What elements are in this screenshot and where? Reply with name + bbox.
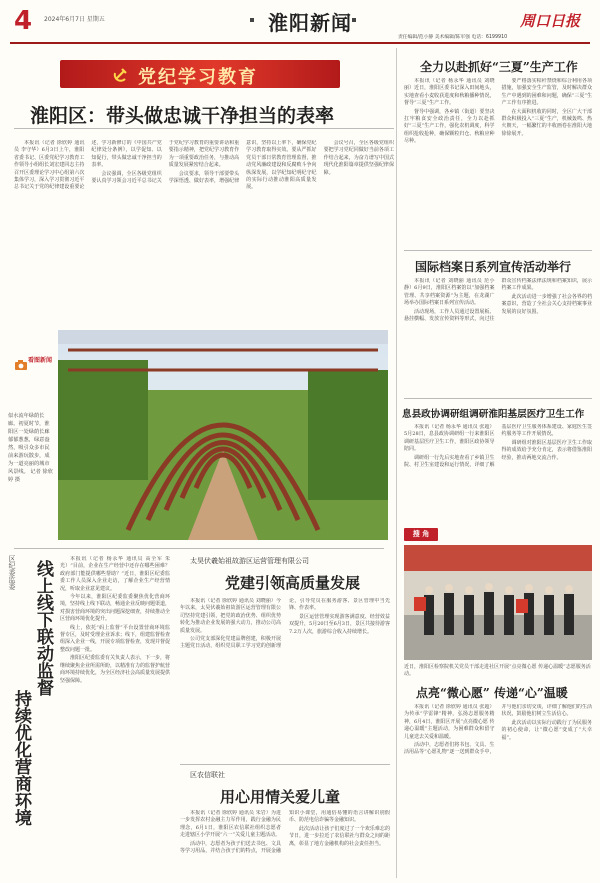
- credit-paragraph: 此次活动让孩子们度过了一个欢乐难忘的节日，进一步拉近了农信联社与群众之间的距离，彰显了地方金融机构的社会责任担当。: [289, 825, 390, 847]
- monitor-body: [60, 556, 170, 876]
- sousuo-paragraph: 活动中，志愿者们将书包、文具、生活用品等“心愿礼物”逐一送到群众手中，并与他们亲切交谈，详细了解他们的生活状况，鼓励他们树立生活信心。: [404, 704, 592, 756]
- production-paragraph: 要严格落实秸秆禁烧和综合利用各项措施，加强安全生产监管，及时解决群众生产中遇到的困难和问题，确保“三夏”生产工作有序推进。: [501, 78, 592, 107]
- scenic-body: [180, 598, 390, 758]
- sousuo-photo-caption: 近日，淮阳区检察院机关党员干部走进社区开展“点亮微心愿 传递心温暖”志愿服务活动。: [404, 664, 591, 677]
- health-rule: [404, 398, 592, 399]
- production-headline: 全力以赴抓好“三夏”生产工作: [420, 60, 578, 74]
- masthead-divider-left: [250, 18, 254, 22]
- health-body: [404, 424, 592, 518]
- editors-line: 责任编辑/范小静 美术编辑/陈军强 电话：6199910: [398, 35, 508, 40]
- lead-body: [14, 140, 394, 320]
- sousuo-badge: 搜 角: [404, 528, 438, 541]
- lead-paragraph: 会议要求，领导干部要带头学深悟透、做好表率，增强纪律意识，坚持以上率下，确保党纪学习教育取得实效。要从严抓好党员干部日常教育管理监督，推动党风廉政建设和反腐败斗争向纵深发展，以学纪知纪明纪守纪的实际行动推动淮阳高质量发展。: [168, 140, 317, 191]
- monitor-paragraph: 今年以来，淮阳区纪委监委聚焦优化营商环境，坚持线上线下联动，畅通企业反映问题渠道，对损害营商环境的突出问题深挖细查，持续推动全区营商环境优化提升。: [60, 594, 170, 623]
- scenic-paragraph: 公司党支部深化党建品牌创建，积极开展主题党日活动，组织党员职工学习党的创新理论，引导党员在服务游客、景区管理中当先锋、作表率。: [180, 598, 390, 650]
- column-divider: [396, 48, 397, 878]
- production-paragraph: 督导中强调，各乡镇（街道）要坚决扛牢粮食安全政治责任，全力以赴抓好“三夏”生产工作，强化农机调度，科学组织抢收抢种，确保颗粒归仓、秋粮应种尽种。: [404, 108, 495, 145]
- volunteer-photo: [404, 545, 592, 660]
- credit-paragraph: 本报讯（记者 徐欣婷 通讯员 朱岩）为进一步发挥农村金融主力军作用，践行金融为民理念，6月1日，淮阳区农信联社组织志愿者走进辖区小学开展“六一”关爱儿童主题活动。: [180, 810, 281, 839]
- scenic-paragraph: 景区运营管理实现游客满意度、经营效益双提升，5月20日至6月3日，景区共接待游客7.2万人次，旅游综合收入持续增长。: [289, 613, 390, 635]
- production-body: [404, 78, 592, 246]
- archives-headline: 国际档案日系列宣传活动举行: [415, 260, 572, 274]
- monitor-headline-1: 线上线下联动监督: [33, 560, 53, 696]
- corridor-photo: [58, 330, 388, 540]
- monitor-rule: [14, 548, 384, 549]
- archives-paragraph: 此次活动进一步增强了社会各界的档案意识，营造了全社会关心支持档案事业发展的良好氛围。: [501, 293, 592, 315]
- monitor-paragraph: 线上，依托“码上监督”平台设置营商环境监督专区，及时受理企业诉求；线下，组建监督检查组深入企业一线，开展专项监督检查，发现并督促整改问题一批。: [60, 624, 170, 653]
- lead-paragraph: 会议号召，全区各级党组织要把学习党纪同做好当前各项工作结合起来，为奋力谱写中国式现代化淮阳篇章提供坚强纪律保障。: [323, 140, 394, 176]
- masthead-rule: [10, 42, 590, 44]
- credit-paragraph: 活动中，志愿者为孩子们送去书包、文具等学习用品，并结合孩子们的特点，开展金融知识小课堂，用通俗易懂的语言讲解识别假币、防范电信诈骗等金融知识。: [180, 810, 390, 855]
- health-paragraph: 本报讯（记者 杨永华 通讯员 张超）5月28日，息县政协调研组一行来淮阳区调研基层医疗卫生工作，淮阳区政协领导陪同。: [404, 424, 495, 453]
- photo-badge-label: 看图新闻: [28, 357, 53, 364]
- monitor-paragraph: 本报讯（记者 杨永华 通讯员 高全军 朱光）“目前，企业在生产经营中还存在哪些困难？政府部门能提供哪些帮助？”近日，淮阳区纪委监委工作人员深入企业走访，了解企业生产经营情况，听取企业意见建议。: [60, 556, 170, 592]
- scenic-headline: 党建引领高质量发展: [225, 574, 361, 592]
- lead-headline: 淮阳区：带头做忠诚干净担当的表率: [30, 105, 335, 127]
- monitor-headline-2: 持续优化营商环境: [11, 690, 31, 826]
- credit-kicker: 区农信联社: [190, 771, 225, 779]
- brand-logo: 周口日报: [520, 12, 581, 30]
- health-paragraph: 调研组对淮阳区基层医疗卫生工作取得的成效给予充分肯定，表示将借鉴淮阳经验，推动两地交流合作。: [501, 439, 592, 461]
- archives-body: [404, 278, 592, 394]
- sousuo-paragraph: 此次活动以实际行动践行了为民服务的初心使命，让“微心愿”变成了“大幸福”。: [501, 719, 592, 741]
- party-banner: [60, 60, 340, 88]
- sousuo-paragraph: 本报讯（记者 徐欣婷 通讯员 张超）为传承“学雷锋”精神，弘扬志愿服务精神，6月4日，淮阳区开展“点亮微心愿 传递心温暖”主题活动，为困难群众和留守儿童送去关爱和温暖。: [404, 704, 495, 740]
- scenic-kicker: 太昊伏羲始祖故游区运营管理有限公司: [190, 557, 309, 565]
- camera-icon: [14, 356, 28, 368]
- lead-paragraph: 会议强调，全区各级党组织要认真学习领会习近平总书记关于党纪学习教育的重要讲话和重要指示精神，把党纪学习教育作为一项重要政治任务，与推动高质量发展紧密结合起来。: [91, 140, 240, 185]
- masthead: [0, 0, 600, 46]
- archives-paragraph: 活动现场，工作人员通过设置展板、悬挂横幅、发放宣传资料等形式，向过往群众宣传档案法律法规和档案知识，展示档案工作成果。: [404, 278, 592, 323]
- lead-paragraph: 本报讯（记者 徐欣婷 通讯员 李守华）6月3日上午，淮阳省委书记、区委党纪学习教育工作领导小组组长刘宏建同志主持召开区委理论学习中心组第六次集体学习，深入学习贯彻习近平总书记关于党的纪律建设重要论述，学习新修订的《中国共产党纪律处分条例》，以学促知、以知促行，带头做忠诚干净担当的表率。: [14, 140, 162, 191]
- lead-rule: [14, 128, 394, 129]
- hammer-sickle-icon: [112, 65, 130, 83]
- sousuo-body: [404, 704, 592, 876]
- production-paragraph: 本报讯（记者 杨永华 通讯员 刘晓丽）近日，淮阳区委书记深入田间地头，实地查看小麦收获进度和秋粮播种情况，督导“三夏”生产工作。: [404, 78, 495, 107]
- section-name: 淮阳新闻: [268, 11, 352, 35]
- sousuo-headline: 点亮“微心愿” 传递“心”温暖: [416, 686, 568, 700]
- photo-essay-badge: [14, 356, 53, 390]
- health-paragraph: 调研组一行先后实地查看了乡镇卫生院、村卫生室建设和运行情况，详细了解基层医疗卫生服务体系建设、家庭医生签约服务等工作开展情况。: [404, 424, 592, 469]
- credit-rule: [180, 764, 390, 765]
- monitor-kicker: 区纪委监委: [8, 555, 16, 590]
- credit-body: [180, 810, 390, 878]
- masthead-date: 2024年6月7日 星期五: [44, 16, 105, 23]
- archives-paragraph: 本报讯（记者 刘晓丽 通讯员 范小静）6月9日，淮阳区档案馆以“加强档案管理、共享档案资源”为主题，在龙湖广场举办国际档案日系列宣传活动。: [404, 278, 495, 307]
- health-headline: 息县政协调研组调研淮阳基层医疗卫生工作: [402, 409, 585, 420]
- production-paragraph: 在大面积机收的同时，全区广大干部群众积极投入“三夏”生产，机械轰鸣、热火朝天，一幅繁忙的丰收画卷在淮阳大地徐徐展开。: [501, 108, 592, 137]
- archives-rule: [404, 250, 592, 251]
- banner-title: 党纪学习教育: [138, 67, 258, 88]
- photo-caption: 似水流年绿荫长廊。初夏时节，淮阳区一处绿荫长廊郁郁葱葱，绿意盎然，吸引众多市民前来游玩散步，成为一道亮丽的城市风景线。 记者 徐欣婷 摄: [8, 413, 53, 483]
- page-number: 4: [14, 6, 33, 36]
- monitor-paragraph: 淮阳区纪委监委有关负责人表示，下一步，将继续聚焦企业所需所盼，以精准有力的监督护航营商环境持续优化，为全区经济社会高质量发展提供坚强保障。: [60, 655, 170, 684]
- credit-headline: 用心用情关爱儿童: [220, 788, 341, 806]
- masthead-divider-right: [352, 18, 356, 22]
- scenic-paragraph: 本报讯（记者 徐欣婷 通讯员 刘晓丽）今年以来，太昊伏羲始祖故游区运营管理有限公司坚持党建引领，把党的政治优势、组织优势转化为推动企业发展的强大动力，推动公司高质量发展。: [180, 598, 281, 634]
